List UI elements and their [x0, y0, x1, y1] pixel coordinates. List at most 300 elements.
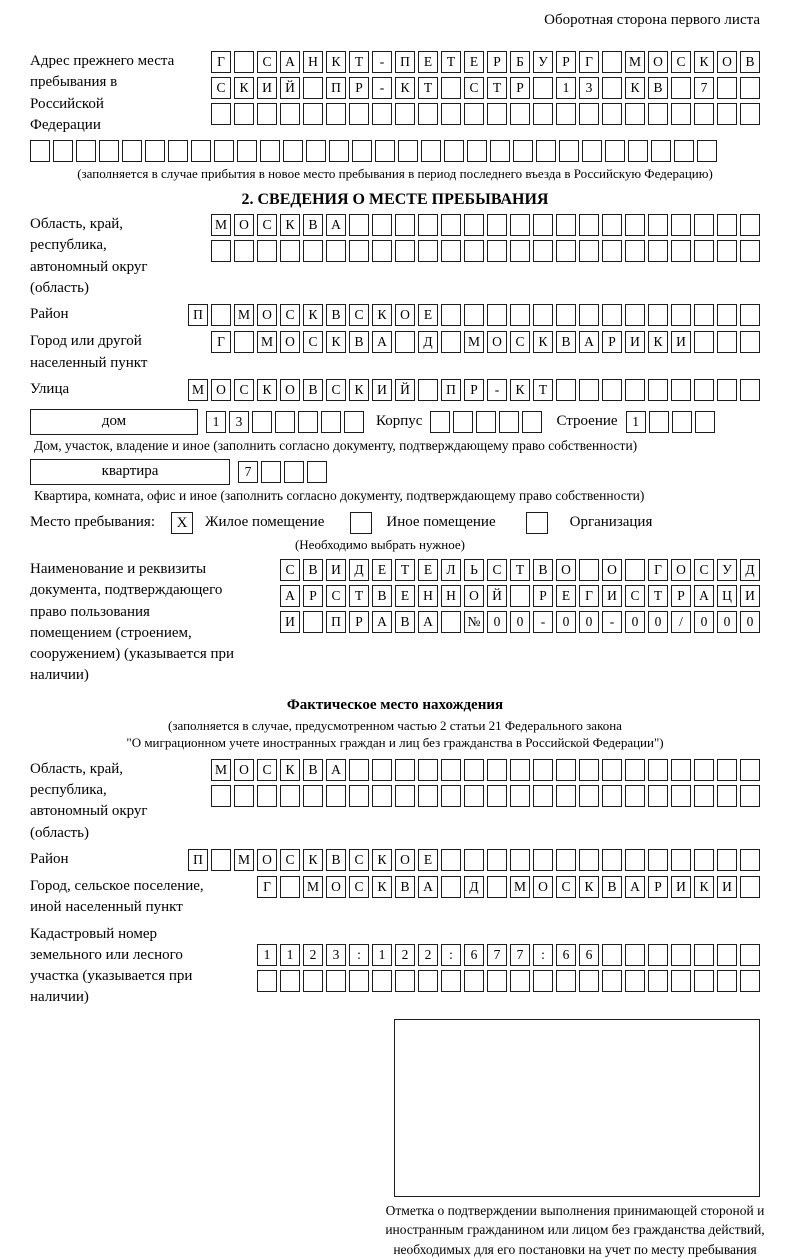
- char-cell[interactable]: К: [303, 849, 323, 871]
- char-cell[interactable]: [510, 785, 530, 807]
- char-cell[interactable]: С: [280, 559, 300, 581]
- char-cell[interactable]: [533, 103, 553, 125]
- char-cell[interactable]: С: [349, 849, 369, 871]
- char-cell[interactable]: А: [625, 876, 645, 898]
- char-cell[interactable]: В: [303, 759, 323, 781]
- apartment-type-box[interactable]: квартира: [30, 459, 230, 485]
- char-cell[interactable]: [556, 849, 576, 871]
- char-cell[interactable]: [257, 785, 277, 807]
- char-cell[interactable]: Д: [418, 331, 438, 353]
- char-cell[interactable]: [694, 240, 714, 262]
- char-cell[interactable]: [372, 970, 392, 992]
- char-cell[interactable]: 6: [579, 944, 599, 966]
- char-cell[interactable]: М: [257, 331, 277, 353]
- char-cell[interactable]: [372, 759, 392, 781]
- char-cell[interactable]: [510, 214, 530, 236]
- char-cell[interactable]: Н: [418, 585, 438, 607]
- char-cell[interactable]: [306, 140, 326, 162]
- char-cell[interactable]: [441, 331, 461, 353]
- char-cell[interactable]: 7: [694, 77, 714, 99]
- char-cell[interactable]: В: [349, 331, 369, 353]
- char-cell[interactable]: [464, 240, 484, 262]
- char-cell[interactable]: [444, 140, 464, 162]
- char-cell[interactable]: [487, 785, 507, 807]
- house-number-cells[interactable]: [206, 411, 364, 433]
- char-cell[interactable]: [349, 214, 369, 236]
- char-cell[interactable]: [533, 240, 553, 262]
- char-cell[interactable]: Е: [556, 585, 576, 607]
- char-cell[interactable]: С: [257, 214, 277, 236]
- char-cell[interactable]: [464, 970, 484, 992]
- char-cell[interactable]: [280, 876, 300, 898]
- char-cell[interactable]: [349, 759, 369, 781]
- char-cell[interactable]: [694, 214, 714, 236]
- char-cell[interactable]: [740, 970, 760, 992]
- char-cell[interactable]: [740, 103, 760, 125]
- char-cell[interactable]: В: [556, 331, 576, 353]
- char-cell[interactable]: [533, 759, 553, 781]
- char-cell[interactable]: С: [303, 331, 323, 353]
- char-cell[interactable]: 1: [206, 411, 226, 433]
- char-cell[interactable]: [237, 140, 257, 162]
- char-cell[interactable]: [694, 785, 714, 807]
- char-cell[interactable]: [533, 849, 553, 871]
- char-cell[interactable]: [326, 240, 346, 262]
- char-cell[interactable]: [395, 331, 415, 353]
- char-cell[interactable]: №: [464, 611, 484, 633]
- char-cell[interactable]: [375, 140, 395, 162]
- char-cell[interactable]: П: [188, 849, 208, 871]
- char-cell[interactable]: 1: [372, 944, 392, 966]
- char-cell[interactable]: [671, 77, 691, 99]
- char-cell[interactable]: К: [395, 77, 415, 99]
- char-cell[interactable]: Г: [579, 585, 599, 607]
- document-row-1[interactable]: [280, 559, 760, 581]
- char-cell[interactable]: :: [533, 944, 553, 966]
- char-cell[interactable]: П: [441, 379, 461, 401]
- char-cell[interactable]: [260, 140, 280, 162]
- char-cell[interactable]: Н: [441, 585, 461, 607]
- apartment-number-cells[interactable]: [238, 461, 327, 483]
- char-cell[interactable]: О: [395, 304, 415, 326]
- char-cell[interactable]: 2: [418, 944, 438, 966]
- char-cell[interactable]: [556, 304, 576, 326]
- char-cell[interactable]: [234, 103, 254, 125]
- char-cell[interactable]: А: [418, 611, 438, 633]
- checkbox-residential[interactable]: X: [171, 512, 193, 534]
- char-cell[interactable]: [602, 240, 622, 262]
- char-cell[interactable]: :: [441, 944, 461, 966]
- char-cell[interactable]: [490, 140, 510, 162]
- char-cell[interactable]: [349, 240, 369, 262]
- char-cell[interactable]: [602, 214, 622, 236]
- char-cell[interactable]: [740, 876, 760, 898]
- char-cell[interactable]: В: [648, 77, 668, 99]
- char-cell[interactable]: [234, 331, 254, 353]
- char-cell[interactable]: 7: [487, 944, 507, 966]
- char-cell[interactable]: В: [303, 379, 323, 401]
- char-cell[interactable]: [694, 379, 714, 401]
- char-cell[interactable]: [556, 970, 576, 992]
- char-cell[interactable]: [395, 785, 415, 807]
- char-cell[interactable]: В: [533, 559, 553, 581]
- char-cell[interactable]: [257, 103, 277, 125]
- char-cell[interactable]: [252, 411, 272, 433]
- char-cell[interactable]: [510, 585, 530, 607]
- char-cell[interactable]: К: [234, 77, 254, 99]
- char-cell[interactable]: [694, 970, 714, 992]
- char-cell[interactable]: Ц: [717, 585, 737, 607]
- char-cell[interactable]: М: [234, 849, 254, 871]
- char-cell[interactable]: [349, 103, 369, 125]
- char-cell[interactable]: [307, 461, 327, 483]
- char-cell[interactable]: [418, 970, 438, 992]
- char-cell[interactable]: [487, 759, 507, 781]
- char-cell[interactable]: [441, 214, 461, 236]
- char-cell[interactable]: О: [671, 559, 691, 581]
- char-cell[interactable]: [625, 304, 645, 326]
- char-cell[interactable]: -: [372, 51, 392, 73]
- char-cell[interactable]: Е: [464, 51, 484, 73]
- char-cell[interactable]: [234, 51, 254, 73]
- char-cell[interactable]: И: [671, 876, 691, 898]
- char-cell[interactable]: [602, 785, 622, 807]
- char-cell[interactable]: [418, 103, 438, 125]
- char-cell[interactable]: 0: [625, 611, 645, 633]
- char-cell[interactable]: Р: [349, 77, 369, 99]
- char-cell[interactable]: Е: [395, 585, 415, 607]
- char-cell[interactable]: 0: [694, 611, 714, 633]
- char-cell[interactable]: [513, 140, 533, 162]
- char-cell[interactable]: О: [464, 585, 484, 607]
- char-cell[interactable]: -: [487, 379, 507, 401]
- char-cell[interactable]: 2: [395, 944, 415, 966]
- char-cell[interactable]: 0: [510, 611, 530, 633]
- char-cell[interactable]: [625, 759, 645, 781]
- char-cell[interactable]: [398, 140, 418, 162]
- char-cell[interactable]: П: [395, 51, 415, 73]
- char-cell[interactable]: [211, 103, 231, 125]
- char-cell[interactable]: [234, 240, 254, 262]
- char-cell[interactable]: [326, 785, 346, 807]
- char-cell[interactable]: Р: [533, 585, 553, 607]
- char-cell[interactable]: А: [694, 585, 714, 607]
- char-cell[interactable]: 0: [556, 611, 576, 633]
- char-cell[interactable]: [53, 140, 73, 162]
- char-cell[interactable]: Т: [395, 559, 415, 581]
- char-cell[interactable]: [648, 379, 668, 401]
- char-cell[interactable]: 1: [257, 944, 277, 966]
- char-cell[interactable]: [740, 785, 760, 807]
- char-cell[interactable]: О: [257, 304, 277, 326]
- char-cell[interactable]: [257, 240, 277, 262]
- char-cell[interactable]: К: [625, 77, 645, 99]
- char-cell[interactable]: [697, 140, 717, 162]
- char-cell[interactable]: [214, 140, 234, 162]
- prev-address-row-2[interactable]: [211, 77, 760, 99]
- char-cell[interactable]: М: [510, 876, 530, 898]
- char-cell[interactable]: Р: [671, 585, 691, 607]
- checkbox-organization[interactable]: [526, 512, 548, 534]
- char-cell[interactable]: [579, 785, 599, 807]
- char-cell[interactable]: И: [625, 331, 645, 353]
- char-cell[interactable]: В: [303, 214, 323, 236]
- char-cell[interactable]: [651, 140, 671, 162]
- actual-city-row[interactable]: [257, 876, 760, 898]
- char-cell[interactable]: [421, 140, 441, 162]
- char-cell[interactable]: [740, 759, 760, 781]
- char-cell[interactable]: [464, 304, 484, 326]
- actual-region-row-1[interactable]: [211, 759, 760, 781]
- char-cell[interactable]: У: [533, 51, 553, 73]
- char-cell[interactable]: Д: [464, 876, 484, 898]
- char-cell[interactable]: О: [487, 331, 507, 353]
- char-cell[interactable]: [303, 611, 323, 633]
- char-cell[interactable]: [372, 214, 392, 236]
- char-cell[interactable]: [211, 849, 231, 871]
- char-cell[interactable]: [579, 214, 599, 236]
- char-cell[interactable]: [418, 214, 438, 236]
- char-cell[interactable]: [671, 214, 691, 236]
- char-cell[interactable]: М: [234, 304, 254, 326]
- char-cell[interactable]: [717, 785, 737, 807]
- char-cell[interactable]: [441, 304, 461, 326]
- char-cell[interactable]: Й: [280, 77, 300, 99]
- char-cell[interactable]: [740, 304, 760, 326]
- char-cell[interactable]: [326, 103, 346, 125]
- char-cell[interactable]: [168, 140, 188, 162]
- char-cell[interactable]: А: [326, 759, 346, 781]
- char-cell[interactable]: [671, 785, 691, 807]
- char-cell[interactable]: [464, 103, 484, 125]
- char-cell[interactable]: [372, 103, 392, 125]
- char-cell[interactable]: К: [372, 849, 392, 871]
- char-cell[interactable]: [533, 785, 553, 807]
- char-cell[interactable]: С: [349, 304, 369, 326]
- char-cell[interactable]: С: [257, 759, 277, 781]
- char-cell[interactable]: [717, 849, 737, 871]
- char-cell[interactable]: [464, 849, 484, 871]
- char-cell[interactable]: [556, 240, 576, 262]
- char-cell[interactable]: [740, 379, 760, 401]
- char-cell[interactable]: И: [717, 876, 737, 898]
- char-cell[interactable]: 6: [556, 944, 576, 966]
- char-cell[interactable]: С: [257, 51, 277, 73]
- char-cell[interactable]: 0: [717, 611, 737, 633]
- char-cell[interactable]: [740, 77, 760, 99]
- char-cell[interactable]: [602, 304, 622, 326]
- char-cell[interactable]: [441, 785, 461, 807]
- char-cell[interactable]: 1: [626, 411, 646, 433]
- char-cell[interactable]: Г: [211, 331, 231, 353]
- char-cell[interactable]: [559, 140, 579, 162]
- char-cell[interactable]: [487, 849, 507, 871]
- char-cell[interactable]: Т: [349, 585, 369, 607]
- char-cell[interactable]: [441, 77, 461, 99]
- char-cell[interactable]: [99, 140, 119, 162]
- checkbox-other-premises[interactable]: [350, 512, 372, 534]
- char-cell[interactable]: [717, 214, 737, 236]
- char-cell[interactable]: Т: [533, 379, 553, 401]
- char-cell[interactable]: [510, 970, 530, 992]
- char-cell[interactable]: [605, 140, 625, 162]
- char-cell[interactable]: К: [648, 331, 668, 353]
- char-cell[interactable]: [671, 944, 691, 966]
- char-cell[interactable]: [275, 411, 295, 433]
- char-cell[interactable]: [395, 759, 415, 781]
- confirmation-stamp-box[interactable]: [394, 1019, 760, 1197]
- actual-region-row-2[interactable]: [211, 785, 760, 807]
- char-cell[interactable]: [303, 77, 323, 99]
- char-cell[interactable]: К: [303, 304, 323, 326]
- char-cell[interactable]: С: [280, 304, 300, 326]
- char-cell[interactable]: [533, 214, 553, 236]
- cadastral-row-2[interactable]: [257, 970, 760, 992]
- char-cell[interactable]: [303, 785, 323, 807]
- char-cell[interactable]: Л: [441, 559, 461, 581]
- char-cell[interactable]: [579, 970, 599, 992]
- char-cell[interactable]: [284, 461, 304, 483]
- char-cell[interactable]: [344, 411, 364, 433]
- char-cell[interactable]: [257, 970, 277, 992]
- char-cell[interactable]: Е: [418, 849, 438, 871]
- char-cell[interactable]: К: [326, 51, 346, 73]
- document-row-3[interactable]: [280, 611, 760, 633]
- char-cell[interactable]: [740, 240, 760, 262]
- char-cell[interactable]: [579, 559, 599, 581]
- char-cell[interactable]: В: [326, 849, 346, 871]
- char-cell[interactable]: Г: [648, 559, 668, 581]
- char-cell[interactable]: Н: [303, 51, 323, 73]
- char-cell[interactable]: К: [694, 51, 714, 73]
- char-cell[interactable]: [717, 103, 737, 125]
- char-cell[interactable]: [694, 103, 714, 125]
- char-cell[interactable]: [441, 849, 461, 871]
- char-cell[interactable]: Т: [349, 51, 369, 73]
- region-row-1[interactable]: [211, 214, 760, 236]
- char-cell[interactable]: [556, 103, 576, 125]
- char-cell[interactable]: [467, 140, 487, 162]
- char-cell[interactable]: [395, 970, 415, 992]
- char-cell[interactable]: П: [326, 611, 346, 633]
- char-cell[interactable]: И: [602, 585, 622, 607]
- char-cell[interactable]: Р: [349, 611, 369, 633]
- char-cell[interactable]: [441, 611, 461, 633]
- char-cell[interactable]: [280, 970, 300, 992]
- char-cell[interactable]: [717, 759, 737, 781]
- char-cell[interactable]: С: [326, 379, 346, 401]
- char-cell[interactable]: М: [625, 51, 645, 73]
- char-cell[interactable]: [476, 411, 496, 433]
- char-cell[interactable]: [487, 103, 507, 125]
- char-cell[interactable]: 1: [280, 944, 300, 966]
- char-cell[interactable]: [625, 944, 645, 966]
- char-cell[interactable]: К: [349, 379, 369, 401]
- char-cell[interactable]: [717, 240, 737, 262]
- char-cell[interactable]: А: [280, 51, 300, 73]
- char-cell[interactable]: [464, 785, 484, 807]
- char-cell[interactable]: [648, 849, 668, 871]
- char-cell[interactable]: О: [395, 849, 415, 871]
- char-cell[interactable]: [671, 970, 691, 992]
- char-cell[interactable]: /: [671, 611, 691, 633]
- char-cell[interactable]: [602, 379, 622, 401]
- char-cell[interactable]: Й: [487, 585, 507, 607]
- char-cell[interactable]: [418, 785, 438, 807]
- char-cell[interactable]: Р: [510, 77, 530, 99]
- char-cell[interactable]: С: [671, 51, 691, 73]
- char-cell[interactable]: О: [648, 51, 668, 73]
- char-cell[interactable]: [628, 140, 648, 162]
- char-cell[interactable]: [602, 77, 622, 99]
- char-cell[interactable]: С: [211, 77, 231, 99]
- char-cell[interactable]: [602, 849, 622, 871]
- char-cell[interactable]: [671, 304, 691, 326]
- document-row-2[interactable]: [280, 585, 760, 607]
- char-cell[interactable]: А: [372, 331, 392, 353]
- char-cell[interactable]: М: [211, 214, 231, 236]
- char-cell[interactable]: Т: [418, 77, 438, 99]
- char-cell[interactable]: О: [717, 51, 737, 73]
- char-cell[interactable]: Й: [395, 379, 415, 401]
- char-cell[interactable]: И: [372, 379, 392, 401]
- char-cell[interactable]: [510, 304, 530, 326]
- char-cell[interactable]: -: [602, 611, 622, 633]
- char-cell[interactable]: [487, 970, 507, 992]
- char-cell[interactable]: 3: [326, 944, 346, 966]
- char-cell[interactable]: В: [372, 585, 392, 607]
- char-cell[interactable]: С: [280, 849, 300, 871]
- char-cell[interactable]: [648, 970, 668, 992]
- char-cell[interactable]: Е: [418, 304, 438, 326]
- char-cell[interactable]: -: [533, 611, 553, 633]
- char-cell[interactable]: Г: [579, 51, 599, 73]
- char-cell[interactable]: 0: [579, 611, 599, 633]
- char-cell[interactable]: В: [740, 51, 760, 73]
- char-cell[interactable]: [625, 103, 645, 125]
- char-cell[interactable]: К: [694, 876, 714, 898]
- char-cell[interactable]: [717, 970, 737, 992]
- char-cell[interactable]: [694, 304, 714, 326]
- char-cell[interactable]: 0: [648, 611, 668, 633]
- char-cell[interactable]: М: [211, 759, 231, 781]
- char-cell[interactable]: К: [280, 759, 300, 781]
- char-cell[interactable]: [441, 759, 461, 781]
- char-cell[interactable]: 3: [579, 77, 599, 99]
- char-cell[interactable]: 2: [303, 944, 323, 966]
- char-cell[interactable]: [499, 411, 519, 433]
- char-cell[interactable]: [191, 140, 211, 162]
- char-cell[interactable]: Д: [349, 559, 369, 581]
- char-cell[interactable]: [280, 103, 300, 125]
- char-cell[interactable]: М: [464, 331, 484, 353]
- char-cell[interactable]: И: [671, 331, 691, 353]
- char-cell[interactable]: [740, 214, 760, 236]
- char-cell[interactable]: [533, 970, 553, 992]
- region-row-2[interactable]: [211, 240, 760, 262]
- char-cell[interactable]: [579, 304, 599, 326]
- char-cell[interactable]: А: [418, 876, 438, 898]
- char-cell[interactable]: [441, 240, 461, 262]
- char-cell[interactable]: С: [625, 585, 645, 607]
- char-cell[interactable]: [649, 411, 669, 433]
- char-cell[interactable]: К: [326, 331, 346, 353]
- char-cell[interactable]: Е: [418, 559, 438, 581]
- char-cell[interactable]: [648, 240, 668, 262]
- char-cell[interactable]: Р: [464, 379, 484, 401]
- char-cell[interactable]: К: [579, 876, 599, 898]
- char-cell[interactable]: [625, 240, 645, 262]
